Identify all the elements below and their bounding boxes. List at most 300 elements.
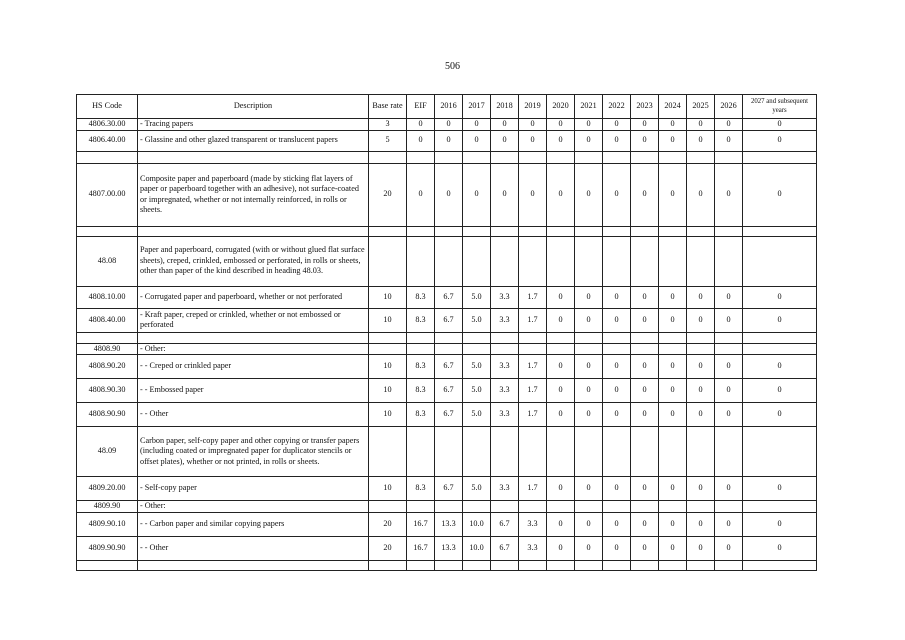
column-header: 2018 [491, 95, 519, 119]
tariff-schedule-table [76, 94, 817, 571]
rate-cell: 13.3 [435, 536, 463, 560]
rate-cell: 0 [743, 286, 817, 308]
column-header: 2024 [659, 95, 687, 119]
rate-cell [659, 332, 687, 343]
table-row [77, 226, 817, 236]
rate-cell: 0 [743, 163, 817, 226]
rate-cell: 0 [407, 163, 435, 226]
base-rate-cell: 20 [369, 536, 407, 560]
rate-cell [631, 332, 659, 343]
rate-cell: 0 [547, 119, 575, 131]
base-rate-cell [369, 226, 407, 236]
rate-cell: 0 [575, 355, 603, 379]
rate-cell: 0 [743, 403, 817, 427]
rate-cell [519, 560, 547, 570]
rate-cell [547, 236, 575, 286]
base-rate-cell: 10 [369, 403, 407, 427]
rate-cell [547, 427, 575, 477]
rate-cell [743, 343, 817, 355]
rate-cell [603, 501, 631, 513]
rate-cell [491, 236, 519, 286]
rate-cell [463, 501, 491, 513]
column-header: 2017 [463, 95, 491, 119]
rate-cell: 0 [575, 119, 603, 131]
base-rate-cell [369, 427, 407, 477]
rate-cell: 3.3 [491, 403, 519, 427]
rate-cell [687, 332, 715, 343]
table-row [77, 332, 817, 343]
rate-cell: 0 [603, 308, 631, 332]
table-row [77, 379, 817, 403]
rate-cell: 0 [659, 119, 687, 131]
rate-cell [715, 236, 743, 286]
rate-cell [463, 343, 491, 355]
rate-cell: 0 [687, 355, 715, 379]
description-cell [138, 151, 369, 163]
column-header: 2025 [687, 95, 715, 119]
hs-code-cell [77, 332, 138, 343]
rate-cell [491, 343, 519, 355]
rate-cell: 3.3 [519, 512, 547, 536]
rate-cell [659, 343, 687, 355]
rate-cell: 1.7 [519, 355, 547, 379]
rate-cell [631, 236, 659, 286]
rate-cell: 6.7 [435, 286, 463, 308]
rate-cell: 0 [519, 130, 547, 151]
rate-cell [547, 560, 575, 570]
description-cell: - - Carbon paper and similar copying papers [138, 512, 369, 536]
rate-cell: 0 [603, 119, 631, 131]
table-row [77, 536, 817, 560]
column-header: 2023 [631, 95, 659, 119]
table-row [77, 236, 817, 286]
rate-cell: 0 [631, 130, 659, 151]
column-header: 2020 [547, 95, 575, 119]
rate-cell: 0 [687, 308, 715, 332]
column-header: 2016 [435, 95, 463, 119]
table-row [77, 403, 817, 427]
rate-cell [435, 343, 463, 355]
rate-cell [715, 427, 743, 477]
rate-cell [631, 501, 659, 513]
rate-cell: 0 [743, 379, 817, 403]
rate-cell [575, 427, 603, 477]
rate-cell: 6.7 [435, 355, 463, 379]
rate-cell: 0 [631, 477, 659, 501]
rate-cell: 0 [463, 163, 491, 226]
table-row [77, 427, 817, 477]
column-header: 2026 [715, 95, 743, 119]
description-cell: - Tracing papers [138, 119, 369, 131]
base-rate-cell [369, 236, 407, 286]
base-rate-cell: 5 [369, 130, 407, 151]
table-row [77, 130, 817, 151]
rate-cell: 0 [575, 286, 603, 308]
table-row [77, 560, 817, 570]
rate-cell [603, 560, 631, 570]
rate-cell: 0 [687, 536, 715, 560]
rate-cell: 0 [547, 355, 575, 379]
rate-cell [547, 332, 575, 343]
rate-cell [491, 332, 519, 343]
rate-cell [491, 226, 519, 236]
rate-cell: 0 [575, 477, 603, 501]
rate-cell: 0 [435, 119, 463, 131]
base-rate-cell [369, 501, 407, 513]
rate-cell: 0 [631, 536, 659, 560]
rate-cell: 0 [715, 477, 743, 501]
rate-cell [491, 151, 519, 163]
rate-cell: 0 [519, 119, 547, 131]
description-cell: - Kraft paper, creped or crinkled, whether or not embossed or perforated [138, 308, 369, 332]
rate-cell [603, 226, 631, 236]
rate-cell: 0 [491, 130, 519, 151]
rate-cell: 8.3 [407, 355, 435, 379]
base-rate-cell: 10 [369, 477, 407, 501]
rate-cell: 13.3 [435, 512, 463, 536]
rate-cell: 0 [715, 355, 743, 379]
rate-cell: 0 [687, 130, 715, 151]
description-cell [138, 332, 369, 343]
rate-cell: 0 [687, 477, 715, 501]
table-row [77, 286, 817, 308]
description-cell: Paper and paperboard, corrugated (with or without glued flat surface sheets), creped, crinkled, embossed or perforated, in rolls or sheets, other than paper of the kind described in heading 48.03. [138, 236, 369, 286]
rate-cell [687, 236, 715, 286]
rate-cell: 0 [491, 163, 519, 226]
rate-cell [715, 501, 743, 513]
description-cell: - - Other [138, 536, 369, 560]
rate-cell: 0 [631, 119, 659, 131]
description-cell: - Corrugated paper and paperboard, whether or not perforated [138, 286, 369, 308]
rate-cell [715, 343, 743, 355]
rate-cell [519, 501, 547, 513]
column-header: HS Code [77, 95, 138, 119]
description-cell: - Other: [138, 343, 369, 355]
hs-code-cell: 4808.10.00 [77, 286, 138, 308]
rate-cell: 8.3 [407, 477, 435, 501]
rate-cell: 0 [547, 536, 575, 560]
rate-cell: 0 [463, 130, 491, 151]
column-header: 2022 [603, 95, 631, 119]
rate-cell [407, 151, 435, 163]
rate-cell [435, 501, 463, 513]
rate-cell: 1.7 [519, 403, 547, 427]
description-cell [138, 226, 369, 236]
rate-cell [519, 343, 547, 355]
rate-cell: 0 [715, 403, 743, 427]
rate-cell: 5.0 [463, 379, 491, 403]
rate-cell [715, 151, 743, 163]
rate-cell [519, 427, 547, 477]
rate-cell: 8.3 [407, 286, 435, 308]
hs-code-cell [77, 226, 138, 236]
rate-cell: 0 [575, 536, 603, 560]
rate-cell: 0 [547, 379, 575, 403]
rate-cell: 8.3 [407, 403, 435, 427]
hs-code-cell: 48.09 [77, 427, 138, 477]
rate-cell: 0 [687, 379, 715, 403]
rate-cell [659, 151, 687, 163]
rate-cell: 0 [659, 379, 687, 403]
rate-cell [407, 332, 435, 343]
base-rate-cell [369, 560, 407, 570]
rate-cell [491, 501, 519, 513]
rate-cell: 0 [659, 536, 687, 560]
rate-cell [463, 236, 491, 286]
rate-cell: 0 [435, 163, 463, 226]
hs-code-cell: 4809.90.90 [77, 536, 138, 560]
rate-cell [575, 501, 603, 513]
rate-cell [715, 332, 743, 343]
description-cell: - Self-copy paper [138, 477, 369, 501]
rate-cell: 10.0 [463, 512, 491, 536]
rate-cell: 0 [603, 355, 631, 379]
rate-cell [659, 427, 687, 477]
column-header: 2027 and subsequent years [743, 95, 817, 119]
rate-cell: 0 [687, 163, 715, 226]
rate-cell [603, 236, 631, 286]
table-body [77, 119, 817, 571]
column-header: 2021 [575, 95, 603, 119]
rate-cell [743, 560, 817, 570]
rate-cell: 6.7 [491, 512, 519, 536]
rate-cell: 5.0 [463, 477, 491, 501]
rate-cell [407, 236, 435, 286]
rate-cell: 0 [631, 355, 659, 379]
rate-cell: 0 [631, 286, 659, 308]
rate-cell: 0 [603, 512, 631, 536]
rate-cell [687, 501, 715, 513]
description-cell: - - Other [138, 403, 369, 427]
page-number: 506 [445, 61, 460, 72]
rate-cell [407, 501, 435, 513]
rate-cell [631, 151, 659, 163]
rate-cell: 0 [631, 379, 659, 403]
rate-cell [463, 560, 491, 570]
hs-code-cell: 4806.30.00 [77, 119, 138, 131]
base-rate-cell: 20 [369, 512, 407, 536]
rate-cell: 3.3 [491, 286, 519, 308]
rate-cell [547, 151, 575, 163]
rate-cell [463, 151, 491, 163]
rate-cell: 0 [659, 403, 687, 427]
rate-cell: 6.7 [491, 536, 519, 560]
description-cell [138, 560, 369, 570]
rate-cell [519, 151, 547, 163]
rate-cell: 3.3 [519, 536, 547, 560]
table-row [77, 512, 817, 536]
rate-cell: 0 [715, 379, 743, 403]
rate-cell: 0 [547, 403, 575, 427]
rate-cell: 0 [659, 163, 687, 226]
rate-cell: 6.7 [435, 477, 463, 501]
rate-cell [463, 427, 491, 477]
rate-cell: 8.3 [407, 379, 435, 403]
table-row [77, 151, 817, 163]
rate-cell [659, 226, 687, 236]
hs-code-cell: 4808.40.00 [77, 308, 138, 332]
hs-code-cell: 4808.90 [77, 343, 138, 355]
rate-cell [547, 501, 575, 513]
rate-cell: 0 [743, 355, 817, 379]
rate-cell: 0 [631, 403, 659, 427]
base-rate-cell [369, 332, 407, 343]
rate-cell: 1.7 [519, 477, 547, 501]
rate-cell [407, 560, 435, 570]
rate-cell: 0 [547, 477, 575, 501]
rate-cell [659, 560, 687, 570]
rate-cell: 0 [547, 130, 575, 151]
rate-cell [659, 501, 687, 513]
base-rate-cell: 10 [369, 308, 407, 332]
rate-cell [435, 151, 463, 163]
rate-cell: 0 [687, 512, 715, 536]
rate-cell [743, 151, 817, 163]
rate-cell [743, 332, 817, 343]
rate-cell: 0 [603, 536, 631, 560]
hs-code-cell: 4809.90.10 [77, 512, 138, 536]
rate-cell: 0 [575, 379, 603, 403]
rate-cell [659, 236, 687, 286]
rate-cell [687, 151, 715, 163]
description-cell: - - Creped or crinkled paper [138, 355, 369, 379]
rate-cell: 0 [715, 286, 743, 308]
rate-cell [407, 343, 435, 355]
rate-cell [575, 151, 603, 163]
description-cell: - Other: [138, 501, 369, 513]
rate-cell: 0 [715, 536, 743, 560]
column-header: Base rate [369, 95, 407, 119]
rate-cell [519, 226, 547, 236]
rate-cell: 0 [435, 130, 463, 151]
rate-cell: 10.0 [463, 536, 491, 560]
table-row [77, 355, 817, 379]
rate-cell: 0 [743, 536, 817, 560]
rate-cell [715, 226, 743, 236]
rate-cell: 0 [575, 512, 603, 536]
rate-cell [463, 226, 491, 236]
rate-cell [687, 560, 715, 570]
rate-cell: 0 [603, 130, 631, 151]
rate-cell: 0 [687, 403, 715, 427]
rate-cell: 0 [407, 119, 435, 131]
hs-code-cell [77, 560, 138, 570]
rate-cell: 0 [659, 286, 687, 308]
base-rate-cell: 10 [369, 286, 407, 308]
rate-cell: 0 [575, 403, 603, 427]
hs-code-cell: 4808.90.20 [77, 355, 138, 379]
base-rate-cell: 20 [369, 163, 407, 226]
table-row [77, 477, 817, 501]
rate-cell: 0 [743, 477, 817, 501]
rate-cell [463, 332, 491, 343]
rate-cell [435, 226, 463, 236]
rate-cell: 6.7 [435, 403, 463, 427]
rate-cell: 8.3 [407, 308, 435, 332]
rate-cell [407, 226, 435, 236]
rate-cell: 0 [659, 512, 687, 536]
rate-cell: 3.3 [491, 308, 519, 332]
description-cell: Composite paper and paperboard (made by sticking flat layers of paper or paperboard together with an adhesive), not surface-coated or impregnated, whether or not internally reinforced, in rolls or sheets. [138, 163, 369, 226]
table-row [77, 501, 817, 513]
rate-cell [631, 560, 659, 570]
hs-code-cell [77, 151, 138, 163]
table-row [77, 343, 817, 355]
table-row [77, 119, 817, 131]
base-rate-cell: 3 [369, 119, 407, 131]
rate-cell: 0 [743, 119, 817, 131]
rate-cell [547, 343, 575, 355]
rate-cell: 0 [715, 512, 743, 536]
rate-cell: 0 [547, 163, 575, 226]
rate-cell [687, 226, 715, 236]
hs-code-cell: 4808.90.90 [77, 403, 138, 427]
description-cell: - Glassine and other glazed transparent or translucent papers [138, 130, 369, 151]
rate-cell: 6.7 [435, 308, 463, 332]
base-rate-cell [369, 151, 407, 163]
rate-cell [435, 427, 463, 477]
rate-cell: 1.7 [519, 379, 547, 403]
rate-cell: 0 [491, 119, 519, 131]
rate-cell: 6.7 [435, 379, 463, 403]
hs-code-cell: 4807.00.00 [77, 163, 138, 226]
base-rate-cell: 10 [369, 355, 407, 379]
rate-cell [435, 332, 463, 343]
rate-cell [603, 343, 631, 355]
rate-cell [603, 151, 631, 163]
rate-cell: 0 [659, 130, 687, 151]
rate-cell [547, 226, 575, 236]
rate-cell: 0 [547, 286, 575, 308]
hs-code-cell: 4806.40.00 [77, 130, 138, 151]
rate-cell: 0 [715, 163, 743, 226]
rate-cell [519, 332, 547, 343]
rate-cell [631, 343, 659, 355]
rate-cell [575, 332, 603, 343]
rate-cell: 0 [687, 119, 715, 131]
rate-cell: 1.7 [519, 286, 547, 308]
description-cell: - - Embossed paper [138, 379, 369, 403]
rate-cell [743, 226, 817, 236]
rate-cell: 0 [743, 130, 817, 151]
rate-cell: 0 [519, 163, 547, 226]
rate-cell [491, 427, 519, 477]
hs-code-cell: 4809.20.00 [77, 477, 138, 501]
rate-cell: 5.0 [463, 286, 491, 308]
rate-cell [743, 501, 817, 513]
rate-cell: 1.7 [519, 308, 547, 332]
base-rate-cell [369, 343, 407, 355]
rate-cell: 3.3 [491, 477, 519, 501]
rate-cell: 0 [743, 308, 817, 332]
rate-cell: 0 [547, 308, 575, 332]
rate-cell [631, 427, 659, 477]
rate-cell [687, 343, 715, 355]
rate-cell: 0 [575, 163, 603, 226]
rate-cell [407, 427, 435, 477]
rate-cell: 0 [659, 355, 687, 379]
rate-cell: 0 [715, 119, 743, 131]
rate-cell: 0 [407, 130, 435, 151]
rate-cell [575, 226, 603, 236]
rate-cell: 5.0 [463, 403, 491, 427]
rate-cell: 0 [687, 286, 715, 308]
rate-cell [575, 236, 603, 286]
table-row [77, 163, 817, 226]
rate-cell: 3.3 [491, 355, 519, 379]
rate-cell [603, 427, 631, 477]
rate-cell: 0 [603, 379, 631, 403]
